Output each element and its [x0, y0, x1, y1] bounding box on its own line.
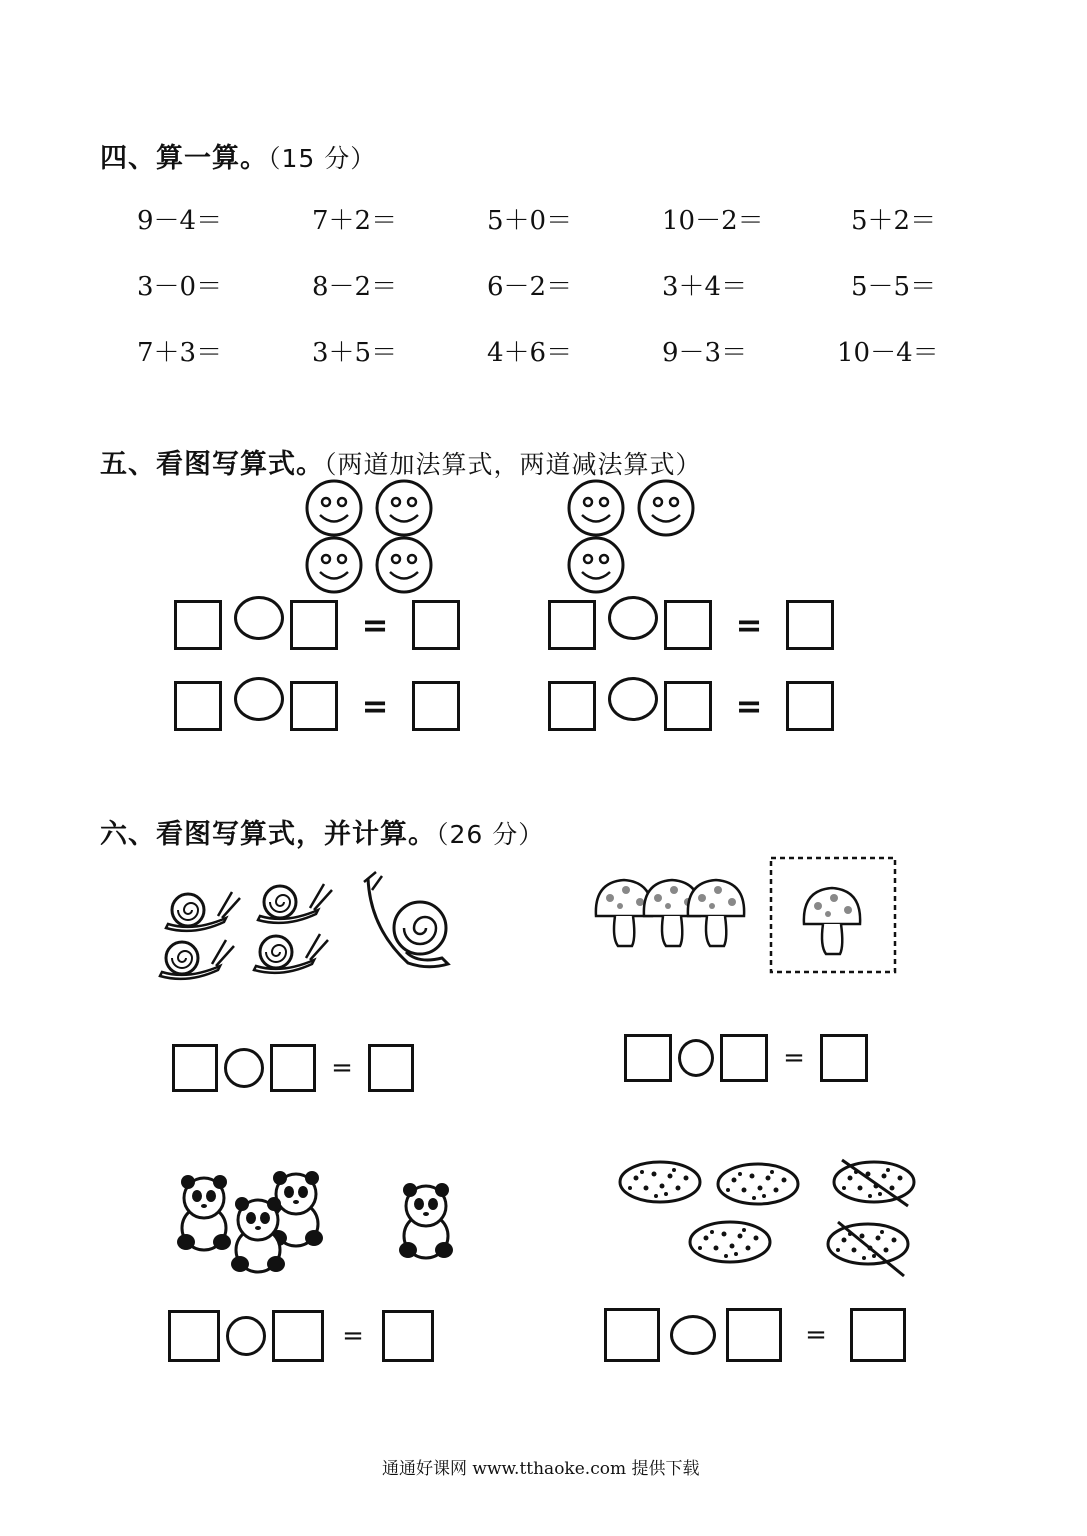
calc-problem: 10－2＝	[662, 206, 764, 236]
answer-box[interactable]	[786, 681, 834, 731]
equals-sign: =	[805, 1320, 827, 1350]
smiley-face-icon	[639, 481, 693, 535]
section-6-score: （26 分）	[436, 820, 545, 849]
snail-icon	[258, 884, 332, 923]
calc-problem: 5－5＝	[851, 272, 937, 302]
equation-row	[604, 1308, 906, 1362]
operator-circle[interactable]	[224, 1048, 264, 1088]
equals-sign: =	[331, 1053, 353, 1083]
calc-problem: 8－2＝	[312, 272, 398, 302]
answer-box[interactable]	[368, 1044, 414, 1092]
smiley-face-icon	[569, 481, 623, 535]
answer-box[interactable]	[720, 1034, 768, 1082]
operator-circle[interactable]	[670, 1315, 716, 1355]
answer-box[interactable]	[290, 600, 338, 650]
answer-box[interactable]	[174, 681, 222, 731]
footer-text: 通通好课网 www.tthaoke.com 提供下载	[382, 1459, 700, 1479]
panda-icon	[399, 1183, 453, 1258]
calc-problem: 9－3＝	[662, 338, 748, 368]
snail-icon	[254, 934, 328, 973]
answer-box[interactable]	[270, 1044, 316, 1092]
answer-box[interactable]	[174, 600, 222, 650]
section-5-note: （两道加法算式，两道减法算式）	[324, 450, 702, 479]
dotted-oval-icon	[690, 1222, 770, 1262]
dotted-oval-icon	[718, 1164, 798, 1204]
answer-box[interactable]	[168, 1310, 220, 1362]
answer-box[interactable]	[726, 1308, 782, 1362]
equation-row	[168, 1310, 434, 1362]
section-4-score: （15 分）	[268, 144, 377, 173]
snail-icon	[160, 940, 234, 979]
answer-box[interactable]	[604, 1308, 660, 1362]
smiley-face-icon	[307, 481, 361, 535]
equals-sign: =	[735, 687, 763, 725]
answer-box[interactable]	[382, 1310, 434, 1362]
large-snail-icon	[364, 872, 448, 967]
calc-problem: 3＋5＝	[312, 338, 398, 368]
equals-sign: =	[361, 606, 389, 644]
answer-box[interactable]	[412, 600, 460, 650]
calc-problem: 6－2＝	[487, 272, 573, 302]
mushroom-icon	[804, 888, 860, 954]
calc-problem: 3＋4＝	[662, 272, 748, 302]
answer-box[interactable]	[664, 600, 712, 650]
answer-box[interactable]	[786, 600, 834, 650]
smiley-face-icon	[377, 538, 431, 592]
calc-problem: 9－4＝	[137, 206, 223, 236]
operator-circle[interactable]	[678, 1039, 714, 1077]
pandas-illustration	[158, 1154, 478, 1284]
section-5-title: 五、看图写算式。	[100, 449, 324, 480]
calc-problem: 5＋0＝	[487, 206, 573, 236]
answer-box[interactable]	[412, 681, 460, 731]
panda-icon	[177, 1175, 231, 1250]
answer-box[interactable]	[664, 681, 712, 731]
calc-problem: 7＋3＝	[137, 338, 223, 368]
operator-circle[interactable]	[234, 677, 284, 721]
smiley-face-icon	[377, 481, 431, 535]
equals-sign: =	[361, 687, 389, 725]
section-6-title: 六、看图写算式，并计算。	[100, 819, 436, 850]
mushroom-icon	[688, 880, 744, 946]
operator-circle[interactable]	[608, 677, 658, 721]
answer-box[interactable]	[172, 1044, 218, 1092]
dotted-ovals-illustration	[612, 1152, 924, 1284]
mushrooms-illustration	[588, 852, 900, 976]
section-4-heading	[100, 136, 376, 175]
answer-box[interactable]	[548, 681, 596, 731]
answer-box[interactable]	[820, 1034, 868, 1082]
equation-row	[174, 681, 460, 731]
smiley-faces-illustration	[290, 470, 730, 600]
answer-box[interactable]	[272, 1310, 324, 1362]
section-4-title: 四、算一算。	[100, 143, 268, 174]
dotted-oval-icon	[620, 1162, 700, 1202]
smiley-face-icon	[307, 538, 361, 592]
calc-problem: 10－4＝	[837, 338, 939, 368]
section-6-heading	[100, 812, 544, 851]
operator-circle[interactable]	[234, 596, 284, 640]
snail-icon	[166, 892, 240, 931]
equation-row	[624, 1034, 868, 1082]
calc-problem: 7＋2＝	[312, 206, 398, 236]
calc-problem: 3－0＝	[137, 272, 223, 302]
equation-row	[548, 600, 834, 650]
dotted-oval-icon	[828, 1224, 908, 1264]
operator-circle[interactable]	[608, 596, 658, 640]
equation-row	[172, 1044, 414, 1092]
answer-box[interactable]	[290, 681, 338, 731]
smiley-face-icon	[569, 538, 623, 592]
answer-box[interactable]	[850, 1308, 906, 1362]
answer-box[interactable]	[624, 1034, 672, 1082]
calc-problem: 5＋2＝	[851, 206, 937, 236]
operator-circle[interactable]	[226, 1316, 266, 1356]
equation-row	[548, 681, 834, 731]
equals-sign: =	[783, 1043, 805, 1073]
calc-problem: 4＋6＝	[487, 338, 573, 368]
equals-sign: =	[342, 1321, 364, 1351]
answer-box[interactable]	[548, 600, 596, 650]
equals-sign: =	[735, 606, 763, 644]
equation-row	[174, 600, 460, 650]
snails-illustration	[158, 868, 458, 988]
